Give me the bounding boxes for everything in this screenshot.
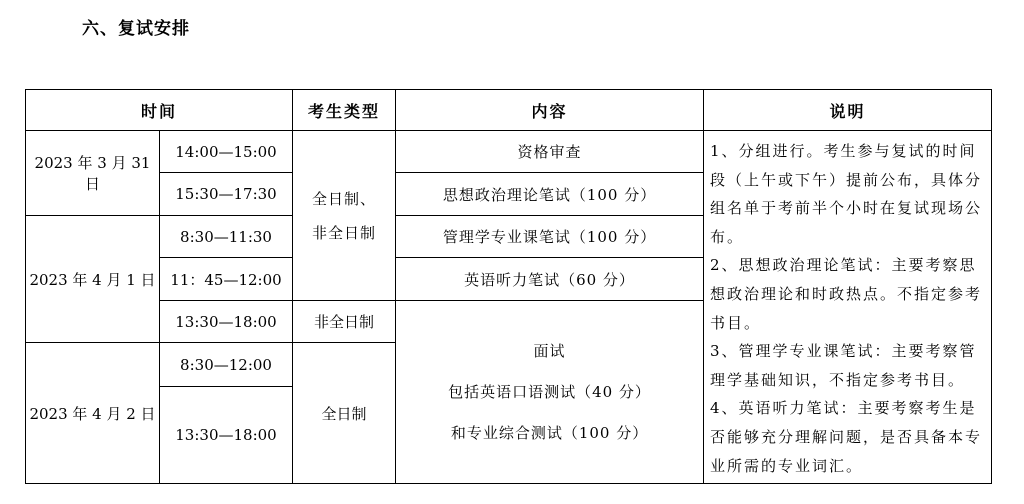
header-row bbox=[26, 90, 992, 131]
note-item: 2、思想政治理论笔试：主要考察思想政治理论和时政热点。不指定参考书目。 bbox=[710, 256, 983, 332]
date-cell: 2023 年 4 月 1 日 bbox=[26, 216, 160, 343]
header-notes: 说明 bbox=[704, 90, 992, 131]
time-slot-cell: 11：45—12:00 bbox=[160, 258, 293, 301]
type-line: 非全日制 bbox=[312, 223, 377, 242]
interview-line: 和专业综合测试（100 分） bbox=[450, 423, 649, 442]
date-cell: 2023 年 4 月 2 日 bbox=[26, 343, 160, 484]
time-slot-cell: 8:30—12:00 bbox=[160, 343, 293, 387]
content-cell: 英语听力笔试（60 分） bbox=[396, 258, 704, 301]
content-cell: 资格审查 bbox=[396, 131, 704, 173]
interview-content-cell bbox=[396, 301, 704, 484]
content-cell: 思想政治理论笔试（100 分） bbox=[396, 173, 704, 216]
note-item: 1、分组进行。考生参与复试的时间段（上午或下午）提前公布，具体分组名单于考前半个小时在复试现场公布。 bbox=[710, 142, 983, 246]
content-cell: 管理学专业课笔试（100 分） bbox=[396, 216, 704, 258]
time-slot-cell: 13:30—18:00 bbox=[160, 301, 293, 343]
date-cell: 2023 年 3 月 31 日 bbox=[26, 131, 160, 216]
time-slot-cell: 13:30—18:00 bbox=[160, 387, 293, 484]
schedule-table bbox=[25, 89, 992, 484]
interview-line: 包括英语口语测试（40 分） bbox=[448, 382, 651, 401]
notes-cell bbox=[704, 131, 992, 484]
header-time: 时间 bbox=[26, 90, 293, 131]
time-slot-cell: 14:00—15:00 bbox=[160, 131, 293, 173]
header-content: 内容 bbox=[396, 90, 704, 131]
candidate-type-cell bbox=[293, 131, 396, 301]
interview-title: 面试 bbox=[533, 341, 566, 360]
time-slot-cell: 15:30—17:30 bbox=[160, 173, 293, 216]
note-item: 3、管理学专业课笔试：主要考察管理学基础知识，不指定参考书目。 bbox=[710, 342, 977, 389]
note-item: 4、英语听力笔试：主要考察考生是否能够充分理解问题，是否具备本专业所需的专业词汇。 bbox=[710, 399, 983, 475]
table-row bbox=[26, 131, 992, 173]
time-slot-cell: 8:30—11:30 bbox=[160, 216, 293, 258]
header-candidate-type: 考生类型 bbox=[293, 90, 396, 131]
section-title: 六、复试安排 bbox=[82, 19, 190, 39]
candidate-type-cell: 全日制 bbox=[293, 343, 396, 484]
type-line: 全日制、 bbox=[312, 189, 377, 208]
candidate-type-cell: 非全日制 bbox=[293, 301, 396, 343]
